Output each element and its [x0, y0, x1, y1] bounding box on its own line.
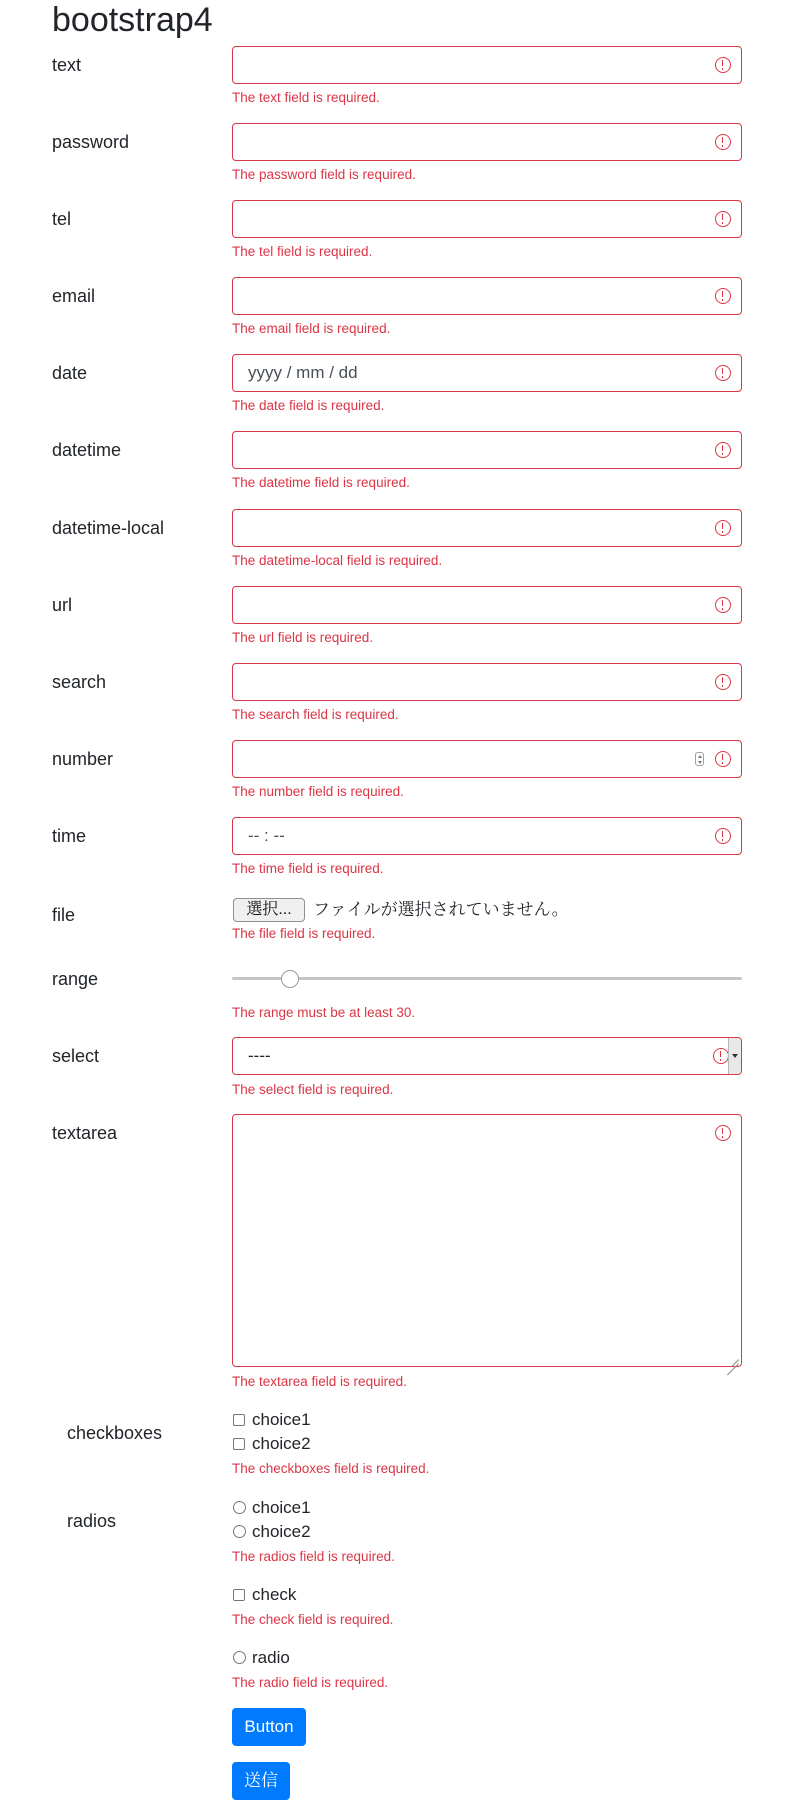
email-label: email	[52, 286, 96, 306]
text-error: The text field is required.	[232, 90, 380, 105]
range-label: range	[52, 969, 99, 989]
number-spinner-icon[interactable]	[695, 752, 704, 766]
range-error: The range must be at least 30.	[232, 1005, 416, 1020]
checkboxes-label: checkboxes	[67, 1423, 163, 1443]
radios-error: The radios field is required.	[232, 1549, 395, 1564]
checkbox-icon[interactable]	[233, 1414, 245, 1426]
invalid-icon	[713, 1048, 729, 1064]
checkbox-icon[interactable]	[233, 1438, 245, 1450]
checkboxes-error: The checkboxes field is required.	[232, 1461, 430, 1476]
file-status: ファイルが選択されていません。	[313, 900, 569, 919]
datetime-label: datetime	[52, 440, 122, 460]
datetime-input[interactable]	[232, 431, 742, 469]
radio-icon[interactable]	[233, 1501, 246, 1514]
search-label: search	[52, 672, 107, 692]
email-input[interactable]	[232, 277, 742, 315]
search-error: The search field is required.	[232, 707, 399, 722]
page-title: bootstrap4	[52, 1, 213, 39]
tel-error: The tel field is required.	[232, 244, 373, 259]
select-dropdown[interactable]	[232, 1037, 742, 1075]
time-placeholder: -- : --	[248, 826, 285, 845]
number-error: The number field is required.	[232, 784, 404, 799]
checkbox-icon[interactable]	[233, 1589, 245, 1601]
radio-choice1-label: choice1	[252, 1498, 311, 1517]
url-input[interactable]	[232, 586, 742, 624]
checkbox-choice1-label: choice1	[252, 1410, 311, 1429]
check-label: check	[252, 1585, 297, 1604]
file-label: file	[52, 905, 76, 925]
text-label: text	[52, 55, 82, 75]
number-label: number	[52, 749, 114, 769]
time-input[interactable]	[232, 817, 742, 855]
check-error: The check field is required.	[232, 1612, 394, 1627]
date-input[interactable]	[232, 354, 742, 392]
radio-error: The radio field is required.	[232, 1675, 389, 1690]
text-input[interactable]	[232, 46, 742, 84]
invalid-icon	[715, 520, 731, 536]
button-button[interactable]: Button	[232, 1708, 306, 1746]
select-error: The select field is required.	[232, 1082, 394, 1097]
invalid-icon	[715, 134, 731, 150]
password-input[interactable]	[232, 123, 742, 161]
radio-choice2-label: choice2	[252, 1522, 311, 1541]
number-input[interactable]	[232, 740, 742, 778]
date-label: date	[52, 363, 88, 383]
range-thumb[interactable]	[281, 970, 299, 988]
tel-label: tel	[52, 209, 72, 229]
date-error: The date field is required.	[232, 398, 385, 413]
invalid-icon	[715, 57, 731, 73]
radio-label: radio	[252, 1648, 290, 1667]
file-error: The file field is required.	[232, 926, 376, 941]
invalid-icon	[715, 1125, 731, 1141]
file-choose-button[interactable]: 選択...	[233, 898, 305, 922]
password-label: password	[52, 132, 130, 152]
radio-icon[interactable]	[233, 1525, 246, 1538]
submit-button[interactable]: 送信	[232, 1762, 290, 1800]
invalid-icon	[715, 442, 731, 458]
textarea-input[interactable]	[232, 1114, 742, 1367]
url-error: The url field is required.	[232, 630, 374, 645]
time-label: time	[52, 826, 87, 846]
select-value: ----	[248, 1046, 271, 1065]
url-label: url	[52, 595, 73, 615]
textarea-label: textarea	[52, 1123, 118, 1143]
date-placeholder: yyyy / mm / dd	[248, 363, 358, 382]
datetime-local-error: The datetime-local field is required.	[232, 553, 443, 568]
invalid-icon	[715, 211, 731, 227]
invalid-icon	[715, 751, 731, 767]
email-error: The email field is required.	[232, 321, 391, 336]
checkbox-choice2-label: choice2	[252, 1434, 311, 1453]
tel-input[interactable]	[232, 200, 742, 238]
password-error: The password field is required.	[232, 167, 416, 182]
resize-handle-icon[interactable]	[727, 1352, 739, 1364]
select-label: select	[52, 1046, 100, 1066]
invalid-icon	[715, 597, 731, 613]
invalid-icon	[715, 674, 731, 690]
invalid-icon	[715, 365, 731, 381]
time-error: The time field is required.	[232, 861, 384, 876]
search-input[interactable]	[232, 663, 742, 701]
textarea-error: The textarea field is required.	[232, 1374, 407, 1389]
invalid-icon	[715, 288, 731, 304]
datetime-local-input[interactable]	[232, 509, 742, 547]
range-track[interactable]	[232, 977, 742, 980]
invalid-icon	[715, 828, 731, 844]
datetime-error: The datetime field is required.	[232, 475, 410, 490]
radios-label: radios	[67, 1511, 117, 1531]
datetime-local-label: datetime-local	[52, 518, 165, 538]
radio-icon[interactable]	[233, 1651, 246, 1664]
chevron-down-icon[interactable]	[728, 1038, 741, 1074]
